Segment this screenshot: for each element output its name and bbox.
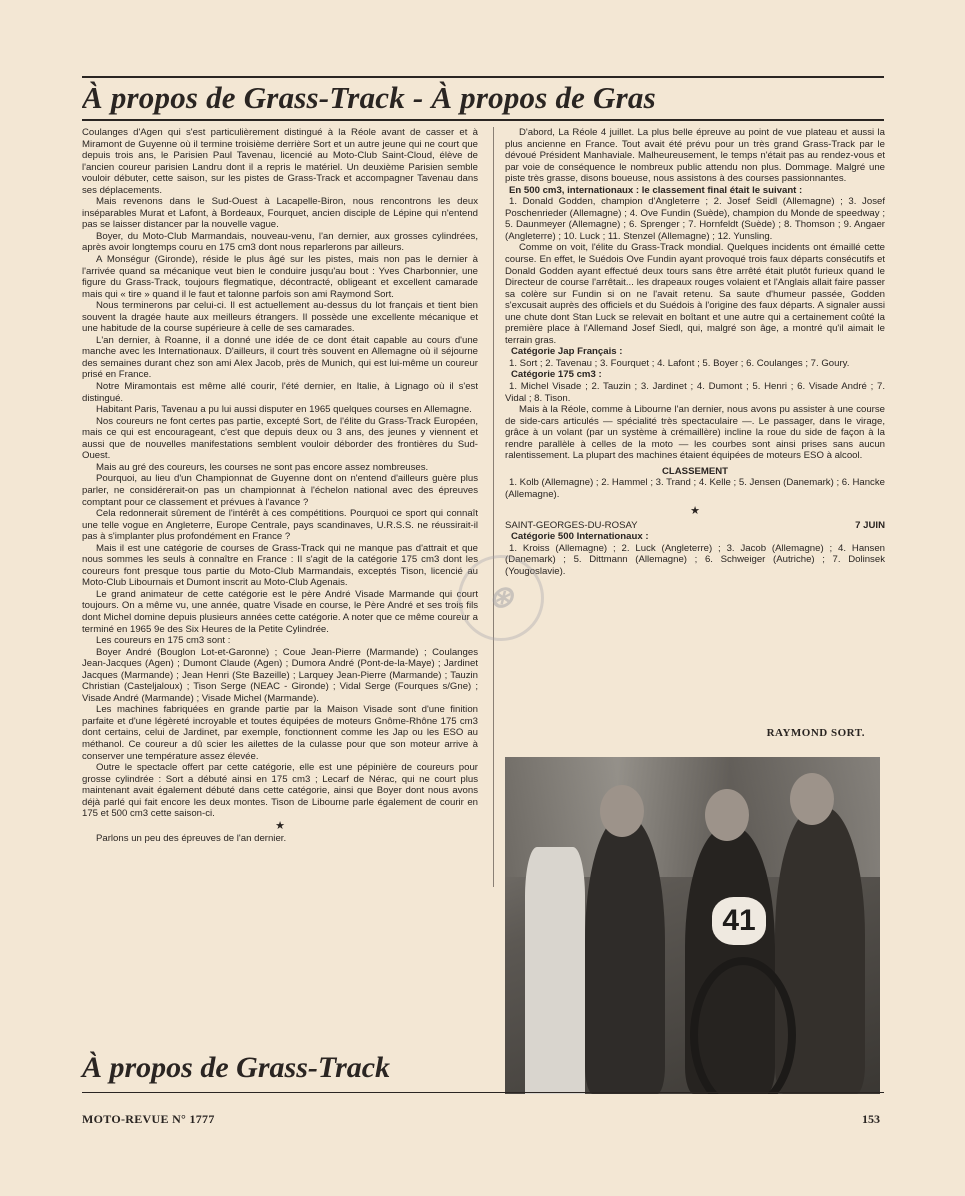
paragraph: Le grand animateur de cette catégorie est le père André Visade Marmande qui court toujours. On a même vu, une année, quatre Visade en course, le Père André et ses trois fils dont Michel domine depuis plusieurs années cette catégorie. A noter que ce même coureur a terminé en 1965 9e des Six Heures de la Petite Cylindrée. [82,588,478,635]
right-column [505,127,885,687]
rider-center-head [705,789,749,841]
race-number-plate: 41 [712,897,766,945]
paragraph: Mais à la Réole, comme à Libourne l'an dernier, nous avons pu assister à une course de side-cars articulés — spécialité très spectaculaire —. Le passager, dans le virage, grâce à un volant (par un système à crémaillère) incline la roue du side de façon à la rendre parallèle à celles de la moto — les courbes sont ainsi prises sans aucun ralentissement. La plupart des machines étaient équipées de moteurs ESO à alcool. [505,404,885,462]
star-separator: ★ [690,504,700,517]
spectator [525,847,585,1094]
rider-left-head [600,785,644,837]
results-list: 1. Sort ; 2. Tavenau ; 3. Fourquet ; 4. Lafont ; 5. Boyer ; 6. Coulanges ; 7. Goury. [509,357,850,369]
running-foot: MOTO-REVUE N° 1777 [82,1112,215,1126]
paragraph: Pourquoi, au lieu d'un Championnat de Guyenne dont on n'entend d'ailleurs guère plus parler, ne considérerait-on pas un championnat à l'échelon national avec des épreuves comptant pour ce classement et prévues à l'avance ? [82,473,478,508]
venue-row [505,520,885,532]
results-list: 1. Kroiss (Allemagne) ; 2. Luck (Angleterre) ; 3. Jacob (Allemagne) ; 4. Hansen (Danemark) ; 5. Dittmann (Allemagne) ; 6. Schweiger (Autriche) ; 7. Dolinsek (Yougoslavie). [505,542,885,577]
paragraph: Outre le spectacle offert par cette catégorie, elle est une pépinière de coureurs pour grosse cylindrée : Sort a débuté ainsi en 175 cm3 ; Lecarf de Nérac, qui ne court plus maintenant avait également débuté dans cette catégorie, ainsi que Boyer dont nous avons déjà parlé qui fait encore les deux montes. Tison de Libourne parle également de courir en 175 et 500 cm3 cette saison-ci. [82,762,478,820]
classement-heading: CLASSEMENT [661,465,729,477]
page-number: 153 [862,1112,880,1126]
bottom-rule [82,1092,884,1093]
paragraph: Boyer, du Moto-Club Marmandais, nouveau-venu, l'an dernier, aux grosses cylindrées, après avoir longtemps couru en 175 cm3 dont nous reparlerons par ailleurs. [82,230,478,254]
paragraph: Nos coureurs ne font certes pas partie, excepté Sort, de l'élite du Grass-Track Européen, mais ce qui est encourageant, c'est que depuis deux ou 3 ans, des jeunes y viennent et aussi que de nouvelles manifestations semblent vouloir déborder des frontières du Sud-Ouest. [82,415,478,462]
category-heading: Catégorie Jap Français : [511,346,623,358]
paragraph: Parlons un peu des épreuves de l'an dernier. [96,832,287,844]
results-list: 1. Donald Godden, champion d'Angleterre ; 2. Josef Seidl (Allemagne) ; 3. Josef Poschenrieder (Allemagne) ; 4. Ove Fundin (Suède), champion du Monde de speedway ; 5. Daunmeyer (Allemagne) ; 6. Sprenger ; 7. Hornfeldt (Suède) ; 8. Thomson ; 9. Angaer (Angleterre) ; 10. Luck ; 11. Stenzel (Allemagne) ; 12. Yunsling. [505,196,885,242]
paragraph: Coulanges d'Agen qui s'est particulièrement distingué à la Réole avant de casser et à Miramont de Guyenne où il termine troisième derrière Sort et un autre jeune qui ne court que depuis trois ans, le Parisien Paul Tavenau, licencié au Moto-Club Saint-Cloud, élève de l'ancien coureur parisien Landru dont il a repris le matériel. Un deuxième Parisien semble vouloir débuter, cette saison, sur les pistes de Grass-Track et accompagner Tavenau dans ses déplacements. [82,127,478,196]
paragraph: Boyer André (Bouglon Lot-et-Garonne) ; Coue Jean-Pierre (Marmande) ; Coulanges Jean-Jacques (Agen) ; Dumont Claude (Agen) ; Dumora André (Pont-de-la-Maye) ; Jardinet Jacques (Marmande) ; Jean Henri (Ste Bazeille) ; Larquey Jean-Pierre (Marmande) ; Tauzin Christian (Casteljaloux) ; Tison Serge (NEAC - Gironde) ; Vidal Serge (Fourques s/Gne) ; Visade André (Marmande) ; Visade Michel (Marmande). [82,646,478,704]
paragraph: A Monségur (Gironde), réside le plus âgé sur les pistes, mais non pas le dernier à l'arrivée quand sa mécanique veut bien le conduire jusqu'au bout : Yves Charbonnier, une figure du Grass-Track, toujours flegmatique, décontracté, obligeant et excellent camarade mais qui « tire » quand il le faut et talonne parfois son ami Raymond Sort. [82,254,478,300]
paragraph: Notre Miramontais est même allé courir, l'été dernier, en Italie, à Lignago où il s'est distingué. [82,381,478,404]
author-signature: RAYMOND SORT. [766,727,865,739]
column-divider [493,127,494,887]
rider-left [585,817,665,1094]
race-photo [505,757,880,1094]
results-heading: En 500 cm3, internationaux : le classement final était le suivant : [509,184,803,196]
paragraph: Comme on voit, l'élite du Grass-Track mondial. Quelques incidents ont émaillé cette course. En effet, le Suédois Ove Fundin ayant provoqué trois faux départs consécutifs et Donald Godden ayant effectué deux tours sans être arrêté était plutôt furieux quand le Directeur de course l'arrêtait... les drapeaux rouges volaient et l'Anglais allait faire passer sa colère sur Fundin si on ne l'avait retenu. Sa saute d'humeur passée, Godden s'excusait auprès des officiels et du Suédois à l'origine des faux départs. A signaler aussi une chute dont Stan Luck se relevait en boîtant et une autre qui a certainement coûté la première place à l'Allemand Josef Siedl, qui, malgré son âge, a montré qu'il aimait le terrain gras. [505,242,885,346]
paragraph: Habitant Paris, Tavenau a pu lui aussi disputer en 1965 quelques courses en Allemagne. [96,404,472,416]
left-column [82,127,478,1042]
results-list: 1. Michel Visade ; 2. Tauzin ; 3. Jardinet ; 4. Dumont ; 5. Henri ; 6. Visade André ; 7. Vidal ; 8. Tison. [505,381,885,404]
paragraph: Cela redonnerait sûrement de l'intérêt à ces compétitions. Pourquoi ce sport qui connaît une telle vogue en Angleterre, Europe Centrale, pays scandinaves, U.R.S.S. ne réussirait-il pas à s'implanter plus profondément en France ? [82,508,478,543]
paragraph: Mais revenons dans le Sud-Ouest à Lacapelle-Biron, nous rencontrons les deux inséparables Murat et Lafont, à Bordeaux, Fourquet, ancien disciple de Lépine qui n'entend pas se laisser distancer par la nouvelle vague. [82,196,478,231]
star-separator: ★ [275,819,285,832]
venue-name: SAINT-GEORGES-DU-ROSAY [505,519,638,531]
rider-right-head [790,773,834,825]
watermark-seal: ⊛ [458,555,544,641]
paragraph: Nous terminerons par celui-ci. Il est actuellement au-dessus du lot français et tient bien souvent la dragée haute aux meilleurs étrangers. Il possède une excellente mécanique et une habitude de la course supérieure à celle de ses camarades. [82,300,478,335]
category-heading: Catégorie 500 Internationaux : [511,531,649,543]
category-heading: Catégorie 175 cm3 : [511,369,602,381]
paragraph: Mais au gré des coureurs, les courses ne sont pas encore assez nombreuses. [96,461,429,473]
paragraph: L'an dernier, à Roanne, il a donné une idée de ce dont était capable au cours d'une manche avec les Internationaux. D'ailleurs, il court très souvent en Allemagne où il séjourne des semaines durant chez son ami Alex Jacob, près de Munich, qui est lui-même un coureur prisé en France. [82,334,478,381]
results-list: 1. Kolb (Allemagne) ; 2. Hammel ; 3. Trand ; 4. Kelle ; 5. Jensen (Danemark) ; 6. Hancke (Allemagne). [505,477,885,500]
headline-rule [82,119,884,121]
paragraph: Les coureurs en 175 cm3 sont : [96,635,231,647]
footer-headline: À propos de Grass-Track [82,1051,391,1084]
venue-date: 7 JUIN [855,519,885,531]
paragraph: Mais il est une catégorie de courses de Grass-Track qui ne manque pas d'attrait et que nous sommes les seuls à connaître en France : Il s'agit de la catégorie 175 cm3 dont les coureurs font presque tous partie du Moto-Club Marmandais, exceptés Tison, licencié au Moto-Club Libournais et Dumont inscrit au Moto-Club Agenais. [82,542,478,589]
headline: À propos de Grass-Track - À propos de Gras [82,80,656,115]
paragraph: Les machines fabriquées en grande partie par la Maison Visade sont d'une finition parfaite et d'une légèreté incroyable et toutes équipées de moteurs Gnôme-Rhône 175 cm3 dont certains, celui de Jardinet, par exemple, fonctionnent comme les Jap ou les ESO au méthanol. Ce coureur a dû scier les ailettes de la culasse pour que son moteur arrive à conserver une température assez élevée. [82,704,478,762]
paragraph: D'abord, La Réole 4 juillet. La plus belle épreuve au point de vue plateau et aussi la plus ancienne en France. Tout avait été prévu pour un très grand Grass-Track par le dévoué Président Manhaviale. Malheureusement, le temps n'était pas au rendez-vous et par voie de conséquence le nombreux public attendu non plus. Dommage. Malgré une piste très grasse, disons boueuse, nous assistons à des courses passionnantes. [505,127,885,185]
